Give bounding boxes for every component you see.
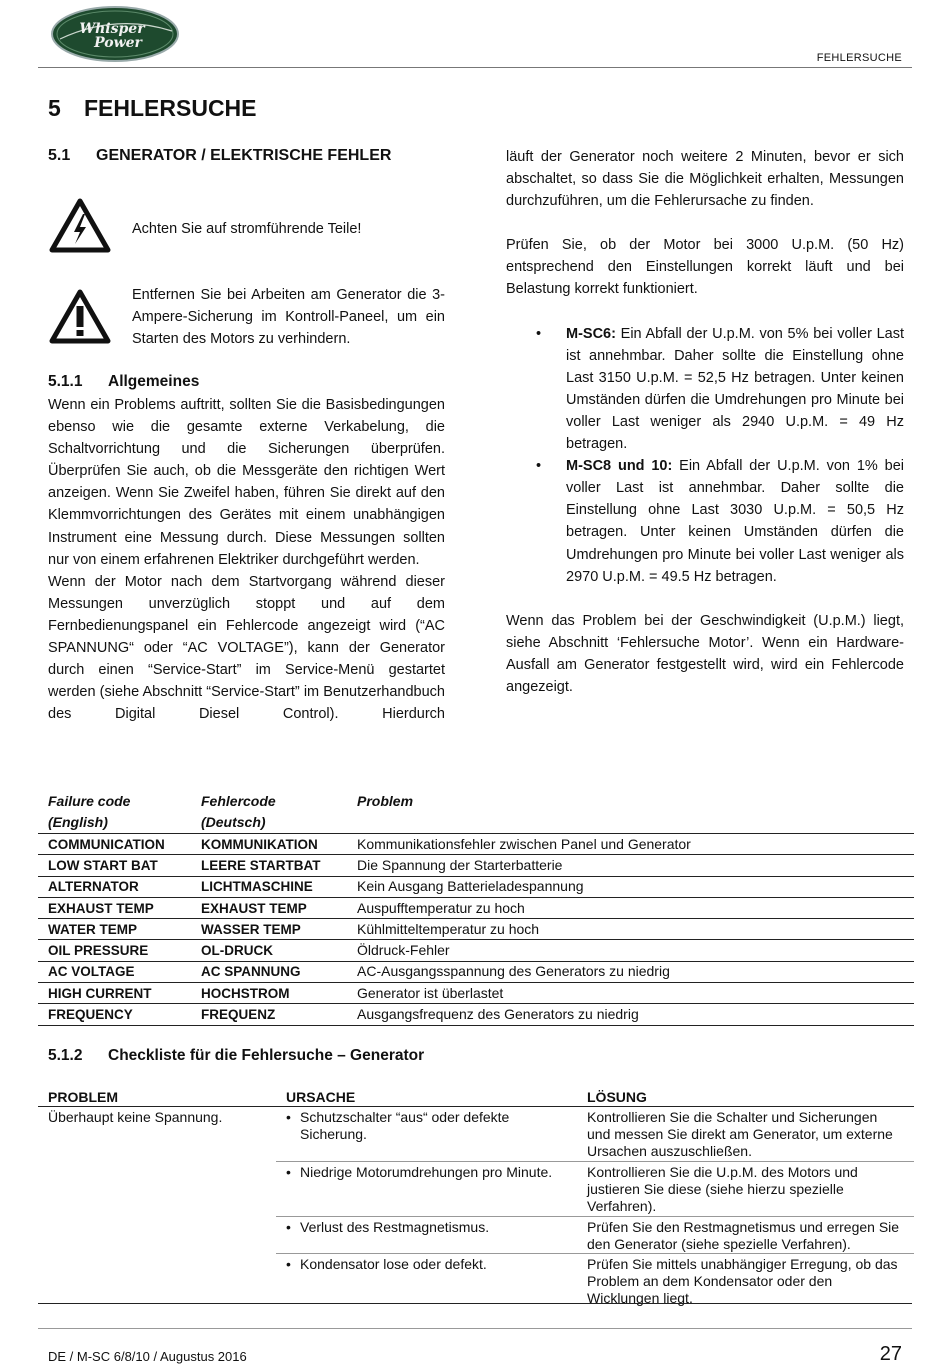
header-divider — [38, 67, 912, 68]
logo-text-1: Whisper — [79, 21, 145, 37]
table-row — [38, 876, 914, 897]
bullet-text: Ein Abfall der U.p.M. von 1% bei voller Last ist annehmbar. Daher sollte die Einstellung ohne Last 3030 U.p.M. = 50,5 Hz betragen. Unter keinen Umständen dürfen die Umdrehungen pro Minute bei voller Last weniger als 2970 U.p.M. = 49.5 Hz betragen. — [566, 458, 904, 585]
cell-problem: Generator ist überlastet — [347, 983, 914, 1004]
cell-code-de: HOCHSTROM — [191, 983, 347, 1004]
bullet-icon: • — [286, 1256, 291, 1272]
logo-text-2: Power — [94, 35, 142, 51]
table-row — [38, 961, 914, 982]
table-header-row — [38, 790, 914, 834]
column-header: LÖSUNG — [577, 1088, 914, 1107]
cell-code-en: FREQUENCY — [38, 1004, 191, 1025]
cell-cause — [276, 1254, 577, 1309]
bullet-icon: • — [286, 1109, 291, 1125]
paragraph: läuft der Generator noch weitere 2 Minuten, bevor er sich abschaltet, so dass Sie die Möglichkeit erhalten, Messungen durchzuführen, um die Fehlerursache zu finden. — [506, 149, 904, 210]
column-header: URSACHE — [276, 1088, 577, 1107]
cell-code-en: AC VOLTAGE — [38, 961, 191, 982]
bullet-icon: • — [536, 325, 542, 342]
table-row — [38, 897, 914, 918]
page-number: 27 — [879, 1343, 902, 1365]
cell-code-de: FREQUENZ — [191, 1004, 347, 1025]
cell-problem: Ausgangsfrequenz des Generators zu niedrig — [347, 1004, 914, 1025]
cell-code-en: EXHAUST TEMP — [38, 897, 191, 918]
electric-hazard-icon — [48, 197, 112, 255]
subsection-number: 5.1.2 — [48, 1047, 83, 1064]
paragraph: Wenn der Motor nach dem Startvorgang während dieser Messungen unverzüglich stoppt und auf dem Fernbedienungspanel ein Fehlercode angezeigt wird (“AC SPANNUNG“ oder “AC VOLTAGE”), kann der Generator durch einen “Service-Start” im Service-Menü gestartet werden (siehe Abschnitt “Service-Start” im Benutzerhandbuch des Digital Diesel Control). Hierdurch — [48, 573, 445, 723]
cause-text: Niedrige Motorumdrehungen pro Minute. — [300, 1164, 553, 1180]
exclamation-warning-icon — [48, 288, 112, 346]
cell-cause — [276, 1107, 577, 1162]
cell-code-de: OL-DRUCK — [191, 940, 347, 961]
cell-problem: Kommunikationsfehler zwischen Panel und Generator — [347, 834, 914, 855]
rpm-bullet-list — [506, 323, 904, 588]
paragraph: Prüfen Sie, ob der Motor bei 3000 U.p.M. (50 Hz) entsprechend den Einstellungen korrekt läuft und bei Belastung korrekt funktioniert. — [506, 237, 904, 298]
subsection-heading-5-1-1 — [48, 373, 199, 391]
table-row — [38, 1004, 914, 1025]
footer-document-id: DE / M-SC 6/8/10 / Augustus 2016 — [48, 1349, 247, 1364]
cell-problem: Die Spannung der Starterbatterie — [347, 855, 914, 876]
table-row — [38, 919, 914, 940]
cell-code-en: COMMUNICATION — [38, 834, 191, 855]
table-row — [38, 983, 914, 1004]
cell-problem: Auspufftemperatur zu hoch — [347, 897, 914, 918]
troubleshooting-checklist-table — [38, 1088, 914, 1308]
bullet-label: M-SC8 und 10: — [566, 458, 673, 475]
cell-code-de: KOMMUNIKATION — [191, 834, 347, 855]
subsection-title: Checkliste für die Fehlersuche – Generator — [108, 1047, 425, 1064]
section-number: 5.1 — [48, 147, 71, 164]
failure-code-table — [38, 790, 914, 1026]
column-header: Problem — [357, 793, 414, 809]
cell-problem: AC-Ausgangsspannung des Generators zu niedrig — [347, 961, 914, 982]
list-item — [506, 323, 904, 456]
bullet-icon: • — [286, 1219, 291, 1235]
table-header-row — [38, 1088, 914, 1107]
cell-code-de: LEERE STARTBAT — [191, 855, 347, 876]
chapter-heading — [48, 95, 257, 122]
cell-problem: Kühlmitteltemperatur zu hoch — [347, 919, 914, 940]
cell-solution: Prüfen Sie den Restmagnetismus und erregen Sie den Generator (siehe spezielle Verfahren). — [577, 1217, 914, 1254]
cell-solution: Kontrollieren Sie die Schalter und Sicherungen und messen Sie direkt am Generator, um externe Ursachen auszuschließen. — [577, 1107, 914, 1162]
section-title: GENERATOR / ELEKTRISCHE FEHLER — [96, 147, 392, 164]
cell-code-en: HIGH CURRENT — [38, 983, 191, 1004]
column-header: PROBLEM — [38, 1088, 276, 1107]
table-row — [38, 940, 914, 961]
cell-code-de: LICHTMASCHINE — [191, 876, 347, 897]
bullet-icon: • — [286, 1164, 291, 1180]
warning-text-fuse: Entfernen Sie bei Arbeiten am Generator die 3-Ampere-Sicherung im Kontroll-Paneel, um ein Starten des Motors zu verhindern. — [132, 287, 445, 347]
cause-text: Kondensator lose oder defekt. — [300, 1256, 487, 1272]
chapter-title: FEHLERSUCHE — [84, 95, 257, 121]
cell-problem: Kein Ausgang Batterieladespannung — [347, 876, 914, 897]
column-header: Failure code (English) — [48, 793, 131, 830]
chapter-number: 5 — [48, 95, 61, 121]
whisper-power-logo — [50, 5, 180, 63]
cause-text: Verlust des Restmagnetismus. — [300, 1219, 490, 1235]
table-row — [38, 855, 914, 876]
bullet-label: M-SC6: — [566, 325, 616, 342]
paragraph: Wenn ein Problems auftritt, sollten Sie die Basisbedingungen ebenso wie die gesamte externe Verkabelung, die Schaltvorrichtung und die Sicherungen überprüfen. Überprüfen Sie auch, ob die Messgeräte den richtigen Wert anzeigen. Wenn Sie Zweifel haben, führen Sie direkt auf den Klemmvorrichtungen des Gerätes mit einem unabhängigen Instrument eine Messung durch. Diese Messungen sollten nur von einem erfahrenen Elektriker durchgeführt werden. — [48, 397, 445, 568]
cause-text: Schutzschalter “aus“ oder defekte Sicherung. — [300, 1109, 510, 1142]
paragraph: Wenn das Problem bei der Geschwindigkeit (U.p.M.) liegt, siehe Abschnitt ‘Fehlersuche Motor’. Wenn ein Hardware-Ausfall am Generator festgestellt wird, wird ein Fehlercode angezeigt. — [506, 612, 904, 695]
cell-code-de: EXHAUST TEMP — [191, 897, 347, 918]
cell-code-en: ALTERNATOR — [38, 876, 191, 897]
table-bottom-rule — [38, 1303, 912, 1304]
cell-code-en: OIL PRESSURE — [38, 940, 191, 961]
bullet-text: Ein Abfall der U.p.M. von 5% bei voller Last ist annehmbar. Daher sollte die Einstellung ohne Last 3150 U.p.M. = 52,5 Hz betragen. Unter keinen Umständen dürfen die Umdrehungen pro Minute bei voller Last weniger als 2940 U.p.M. = 49 Hz betragen. — [566, 325, 904, 453]
footer-divider — [38, 1328, 912, 1329]
cell-code-de: WASSER TEMP — [191, 919, 347, 940]
cell-solution: Prüfen Sie mittels unabhängiger Erregung, ob das Problem an dem Kondensator oder den Wicklungen liegt. — [587, 1256, 898, 1306]
cell-code-de: AC SPANNUNG — [191, 961, 347, 982]
cell-code-en: WATER TEMP — [38, 919, 191, 940]
cell-problem: Überhaupt keine Spannung. — [48, 1109, 223, 1125]
subsection-number: 5.1.1 — [48, 373, 83, 390]
list-item — [506, 455, 904, 588]
warning-text-electric: Achten Sie auf stromführende Teile! — [132, 221, 362, 237]
right-column-text — [506, 146, 904, 698]
left-column-text — [48, 394, 445, 725]
table-row — [38, 834, 914, 855]
cell-cause — [276, 1217, 577, 1254]
header-section-title: FEHLERSUCHE — [816, 52, 902, 64]
cell-code-en: LOW START BAT — [38, 855, 191, 876]
section-heading-5-1 — [48, 147, 391, 165]
subsection-heading-5-1-2 — [48, 1047, 424, 1065]
table-row — [38, 1107, 914, 1162]
column-header: Fehlercode (Deutsch) — [201, 793, 276, 830]
subsection-title: Allgemeines — [108, 373, 200, 390]
cell-solution: Kontrollieren Sie die U.p.M. des Motors und justieren Sie diese (siehe hierzu spezielle Verfahren). — [577, 1162, 914, 1217]
cell-problem: Öldruck-Fehler — [347, 940, 914, 961]
cell-cause — [276, 1162, 577, 1217]
bullet-icon: • — [536, 458, 542, 475]
